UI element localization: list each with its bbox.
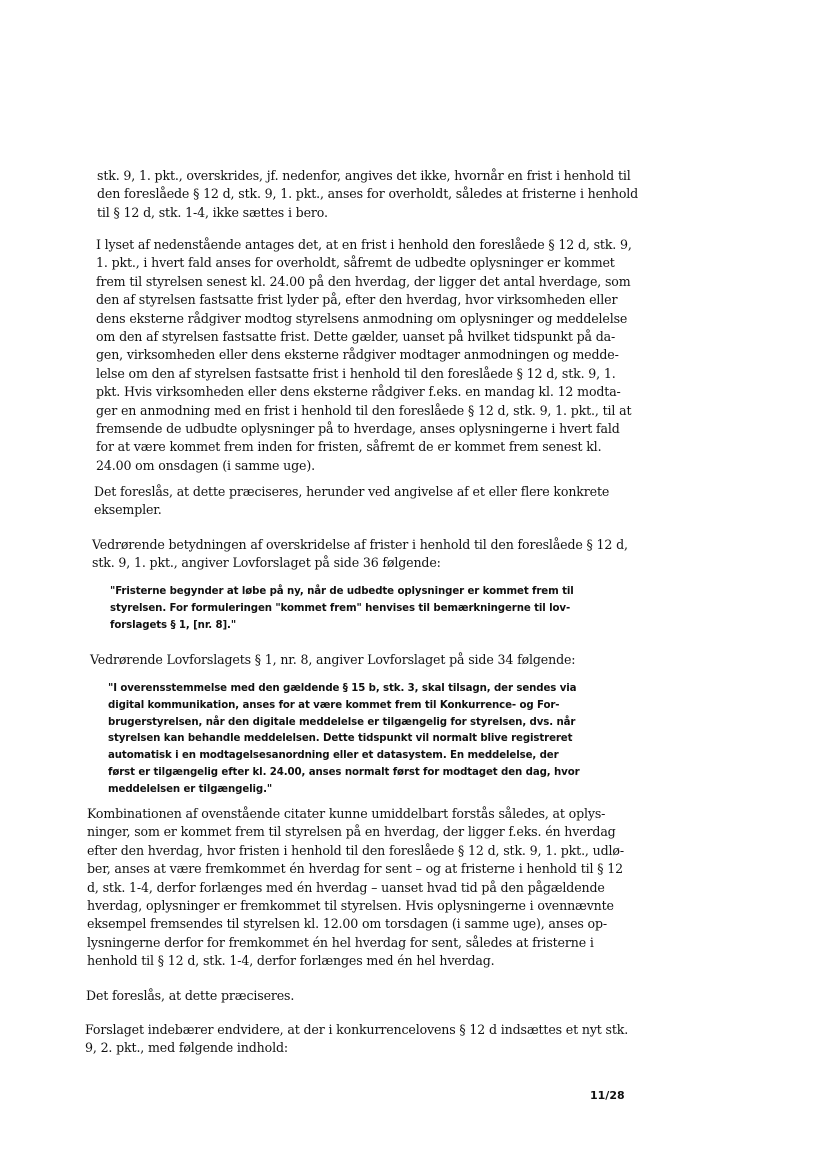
text-line: om den af styrelsen fastsatte frist. Dette gælder, uanset på hvilket tidspunkt på da-	[96, 329, 616, 345]
text-line: eksempler.	[94, 502, 162, 518]
text-line: ninger, som er kommet frem til styrelsen på en hverdag, der ligger f.eks. én hverdag	[87, 824, 616, 840]
text-line: d, stk. 1-4, derfor forlænges med én hverdag – uanset hvad tid på den pågældende	[87, 879, 605, 895]
text-line: Vedrørende betydningen af overskridelse af frister i henhold til den foreslåede § 12 d,	[92, 537, 628, 552]
text-line: I lyset af nedenstående antages det, at en frist i henhold den foreslåede § 12 d, stk. 9,	[96, 237, 632, 252]
text-line: den af styrelsen fastsatte frist lyder på, efter den hverdag, hvor virksomheden eller	[96, 292, 618, 308]
quote-line: brugerstyrelsen, når den digitale meddelelse er tilgængelig for styrelsen, dvs. når	[108, 716, 576, 728]
text-line: Det foreslås, at dette præciseres, herunder ved angivelse af et eller flere konkrete	[94, 484, 610, 499]
paragraph-1	[97, 167, 638, 222]
quote-line: "Fristerne begynder at løbe på ny, når de udbedte oplysninger er kommet frem til	[110, 586, 574, 597]
text-line: efter den hverdag, hvor fristen i henhold til den foreslåede § 12 d, stk. 9, 1. pkt., udlø-	[87, 842, 624, 858]
paragraph-7	[86, 987, 294, 1005]
text-line: gen, virksomheden eller dens eksterne rådgiver modtager anmodningen og medde-	[96, 347, 619, 363]
text-line: henhold til § 12 d, stk. 1-4, derfor forlænges med én hel hverdag.	[87, 953, 495, 969]
text-line: for at være kommet frem inden for fristen, såfremt de er kommet frem senest kl.	[96, 439, 602, 455]
text-line: til § 12 d, stk. 1-4, ikke sættes i bero.	[97, 204, 328, 220]
quote-line: styrelsen kan behandle meddelelsen. Dette tidspunkt vil normalt blive registreret	[108, 733, 573, 745]
paragraph-2	[96, 236, 632, 475]
text-line: Kombinationen af ovenstående citater kunne umiddelbart forstås således, at oplys-	[87, 806, 606, 821]
page-number: 11/28	[590, 1089, 625, 1102]
quote-line: meddelelsen er tilgængelig."	[108, 783, 273, 795]
text-line: hverdag, oplysninger er fremkommet til styrelsen. Hvis oplysningerne i ovennævnte	[87, 898, 614, 914]
paragraph-5	[90, 651, 575, 669]
text-line: 1. pkt., i hvert fald anses for overholdt, såfremt de udbedte oplysninger er kommet	[96, 255, 615, 271]
text-line: lysningerne derfor for fremkommet én hel hverdag for sent, således at fristerne i	[87, 934, 594, 950]
text-line: Vedrørende Lovforslagets § 1, nr. 8, angiver Lovforslaget på side 34 følgende:	[90, 652, 576, 667]
paragraph-8	[85, 1021, 628, 1058]
text-line: frem til styrelsen senest kl. 24.00 på den hverdag, der ligger det antal hverdage, som	[96, 273, 631, 289]
text-line: eksempel fremsendes til styrelsen kl. 12.00 om torsdagen (i samme uge), anses op-	[87, 916, 607, 932]
block-quote-1	[110, 584, 574, 634]
paragraph-3	[94, 483, 609, 520]
text-line: stk. 9, 1. pkt., overskrides, jf. nedenfor, angives det ikke, hvornår en frist i henhold til	[97, 168, 631, 183]
quote-line: digital kommunikation, anses for at være kommet frem til Konkurrence- og For-	[108, 699, 560, 711]
text-line: stk. 9, 1. pkt., angiver Lovforslaget på side 36 følgende:	[92, 555, 441, 571]
quote-line: forslagets § 1, [nr. 8]."	[110, 619, 237, 631]
text-line: pkt. Hvis virksomheden eller dens eksterne rådgiver f.eks. en mandag kl. 12 modta-	[96, 384, 621, 400]
text-line: ber, anses at være fremkommet én hverdag for sent – og at fristerne i henhold til § 12	[87, 861, 623, 877]
text-line: fremsende de udbudte oplysninger på to hverdage, anses oplysningerne i hvert fald	[96, 421, 620, 437]
paragraph-4	[92, 536, 628, 573]
text-line: ger en anmodning med en frist i henhold til den foreslåede § 12 d, stk. 9, 1. pkt., til at	[96, 402, 632, 418]
paragraph-6	[87, 805, 624, 971]
text-line: lelse om den af styrelsen fastsatte frist i henhold til den foreslåede § 12 d, stk. 9, 1.	[96, 365, 616, 381]
text-line: den foreslåede § 12 d, stk. 9, 1. pkt., anses for overholdt, således at fristerne i henhold	[97, 186, 639, 202]
text-line: dens eksterne rådgiver modtog styrelsens anmodning om oplysninger og meddelelse	[96, 310, 628, 326]
block-quote-2	[108, 681, 580, 799]
text-line: 24.00 om onsdagen (i samme uge).	[96, 457, 315, 473]
quote-line: automatisk i en modtagelsesanordning eller et datasystem. En meddelelse, der	[108, 750, 559, 762]
quote-line: styrelsen. For formuleringen "kommet frem" henvises til bemærkningerne til lov-	[110, 602, 571, 614]
text-line: 9, 2. pkt., med følgende indhold:	[85, 1040, 288, 1056]
text-line: Det foreslås, at dette præciseres.	[86, 988, 295, 1003]
text-line: Forslaget indebærer endvidere, at der i konkurrencelovens § 12 d indsættes et nyt stk.	[85, 1022, 629, 1037]
quote-line: først er tilgængelig efter kl. 24.00, anses normalt først for modtaget den dag, hvor	[108, 766, 580, 778]
quote-line: "I overensstemmelse med den gældende § 15 b, stk. 3, skal tilsagn, der sendes via	[108, 683, 577, 694]
